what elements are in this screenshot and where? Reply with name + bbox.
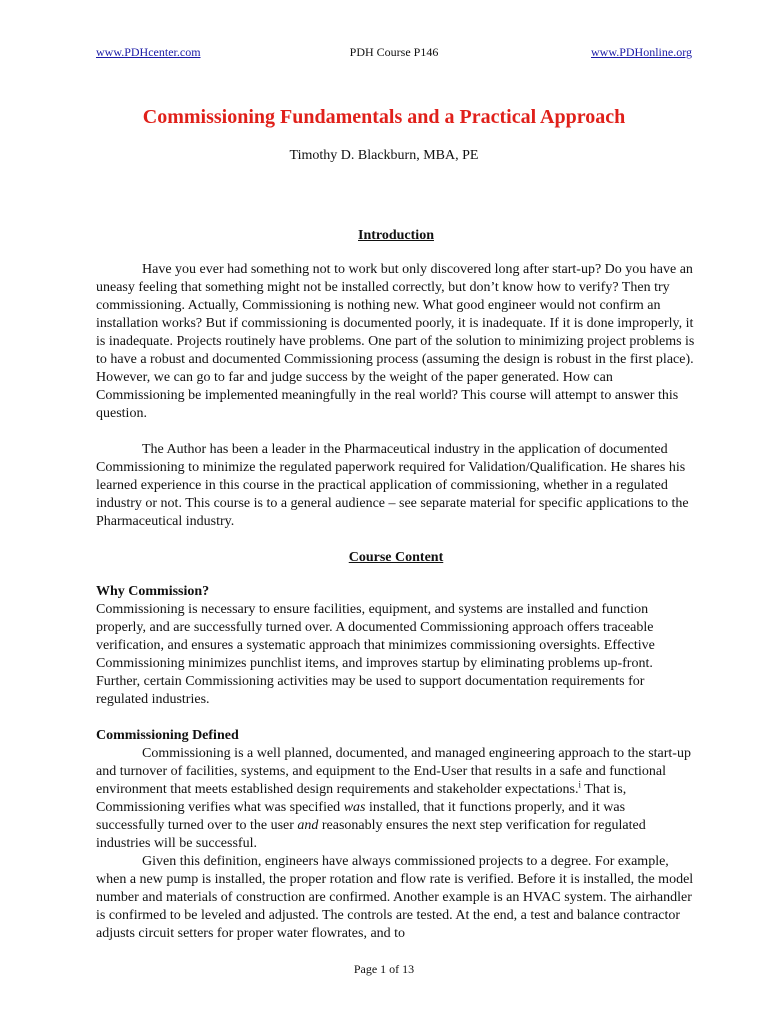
intro-paragraph-2: The Author has been a leader in the Pharmaceutical industry in the application of documented Commissioning to minimize the regulated paperwork required for Validation/Qualification. He shares his learned experience in this course in the practical application of commissioning, whether in a regulated industry or not. This course is to a general audience – see separate material for specific applications to the Pharmaceutical industry. <box>96 442 689 529</box>
pdhcenter-link[interactable]: www.PDHcenter.com <box>96 45 201 59</box>
introduction-heading: Introduction <box>358 228 434 243</box>
intro-paragraph-1: Have you ever had something not to work but only discovered long after start-up? Do you have an uneasy feeling that something might not be installed correctly, but don’t know how to verify? Then try commissioning. Actually, Commissioning is nothing new. What good engineer would not confirm an installation works? But if commissioning is documented poorly, it is inadequate. If it is done improperly, it is inadequate. Projects routinely have problems. One part of the solution to minimizing project problems is to have a robust and documented Commissioning process (assuming the design is robust in the first place). However, we can go to far and judge success by the weight of the paper generated. How can Commissioning be implemented meaningfully in the real world? This course will attempt to answer this question. <box>96 262 695 421</box>
document-title: Commissioning Fundamentals and a Practical Approach <box>142 106 626 128</box>
course-content-heading: Course Content <box>348 550 444 565</box>
defined-emphasis-and: and <box>297 818 319 833</box>
defined-paragraph-1 <box>96 745 696 853</box>
defined-text-b: That is, Commissioning verifies what was specified <box>96 782 627 815</box>
document-body <box>96 227 696 943</box>
defined-text-d: reasonably ensures the next step verification for regulated industries will be successful. <box>96 818 646 851</box>
defined-text-a: Commissioning is a well planned, documented, and managed engineering approach to the start-up and turnover of facilities, systems, and equipment to the End-User that results in a safe and functional environment that meets established design requirements and stakeholder expectations. <box>96 746 691 797</box>
commissioning-defined-heading: Commissioning Defined <box>96 728 239 743</box>
defined-emphasis-was: was <box>343 800 366 815</box>
defined-text-c: installed, that it functions properly, and it was successfully turned over to the user <box>96 800 626 833</box>
why-commission-text: Commissioning is necessary to ensure facilities, equipment, and systems are installed and function properly, and are successfully turned over. A documented Commissioning approach offers traceable verification, and ensures a systematic approach that minimizes commissioning oversights. Effective Commissioning minimizes punchlist items, and improves startup by eliminating problems up-front. Further, certain Commissioning activities may be used to support documentation requirements for regulated industries. <box>96 602 655 707</box>
why-commission-heading: Why Commission? <box>96 584 210 599</box>
pdhonline-link[interactable]: www.PDHonline.org <box>591 45 692 59</box>
author-line: Timothy D. Blackburn, MBA, PE <box>289 148 479 163</box>
course-number: PDH Course P146 <box>349 45 439 59</box>
footnote-marker: i <box>578 779 581 790</box>
page-footer: Page 1 of 13 <box>353 962 415 976</box>
defined-paragraph-2: Given this definition, engineers have always commissioned projects to a degree. For example, when a new pump is installed, the proper rotation and flow rate is verified. Before it is installed, the model number and materials of construction are confirmed. Another example is an HVAC system. The airhandler is confirmed to be leveled and adjusted. The controls are tested. At the end, a test and balance contractor adjusts circuit setters for proper water flowrates, and to <box>96 854 694 941</box>
